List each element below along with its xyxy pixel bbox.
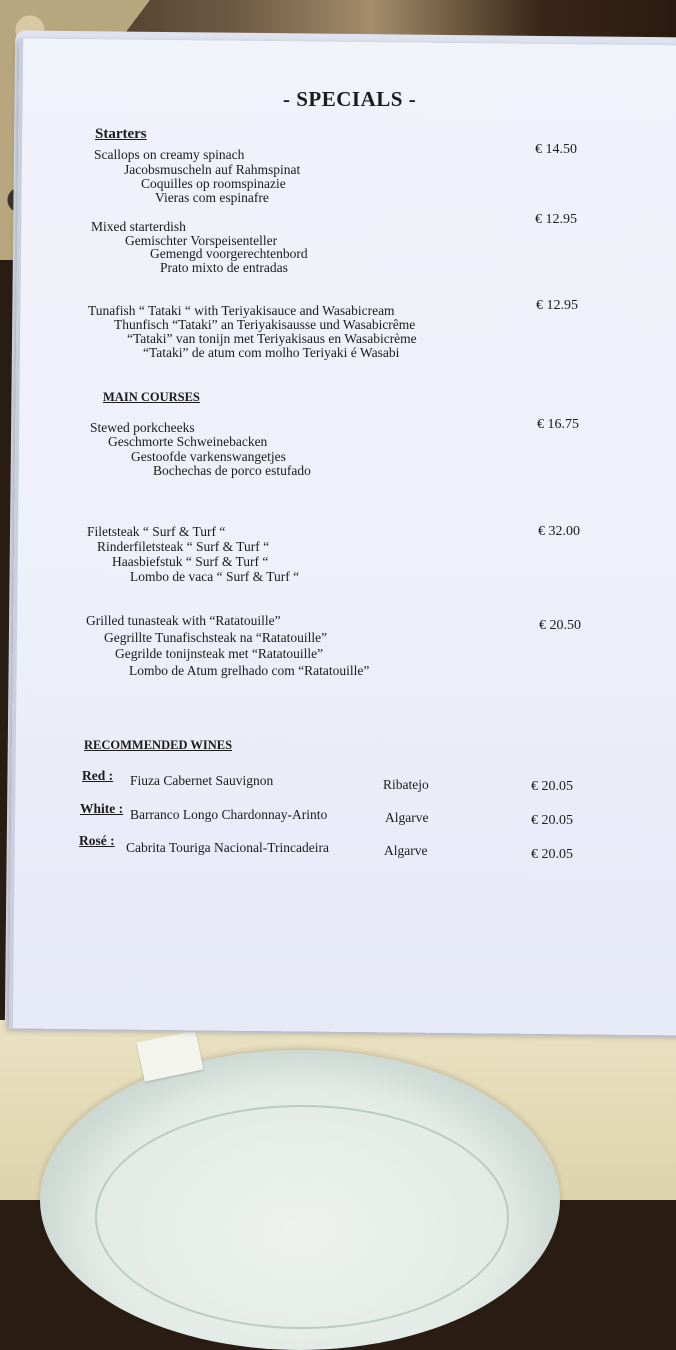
wine-type-label: White : xyxy=(80,801,124,816)
wine-region: Ribatejo xyxy=(383,777,429,792)
dish-line-de: Geschmorte Schweinebacken xyxy=(108,434,268,449)
wine-name: Cabrita Touriga Nacional-Trincadeira xyxy=(126,840,329,855)
dish-line-de: Rinderfiletsteak “ Surf & Turf “ xyxy=(97,539,270,554)
wine-name: Fiuza Cabernet Sauvignon xyxy=(130,773,274,788)
dish-price: € 32.00 xyxy=(538,524,580,539)
dish-line-en: Scallops on creamy spinach xyxy=(94,147,245,162)
dish-line-en: Mixed starterdish xyxy=(91,219,186,234)
wine-price: € 20.05 xyxy=(531,813,573,828)
dish-line-pt: “Tataki” de atum com molho Teriyaki é Wasabi xyxy=(143,345,400,360)
dish-line-en: Grilled tunasteak with “Ratatouille” xyxy=(86,613,281,628)
dish-line-nl: Haasbiefstuk “ Surf & Turf “ xyxy=(112,554,269,569)
dish-line-nl: Coquilles op roomspinazie xyxy=(141,176,286,191)
dish-line-pt: Lombo de vaca “ Surf & Turf “ xyxy=(130,569,300,584)
wine-region: Algarve xyxy=(384,843,428,858)
dish-line-de: Jacobsmuscheln auf Rahmspinat xyxy=(124,162,301,177)
dish-line-de: Thunfisch “Tataki” an Teriyakisausse und Wasabicrême xyxy=(114,317,416,332)
dish-line-nl: Gestoofde varkenswangetjes xyxy=(131,449,286,464)
dish-line-nl: “Tataki” van tonijn met Teriyakisaus en Wasabicrème xyxy=(127,331,417,346)
dish-line-pt: Prato mixto de entradas xyxy=(160,260,288,275)
dish-line-nl: Gegrilde tonijnsteak met “Ratatouille” xyxy=(115,646,324,661)
dish-line-nl: Gemengd voorgerechtenbord xyxy=(150,246,308,261)
dish-price: € 14.50 xyxy=(535,142,577,157)
starters-heading: Starters xyxy=(95,126,147,142)
dish-line-de: Gemischter Vorspeisenteller xyxy=(125,233,278,248)
dish-price: € 20.50 xyxy=(539,618,581,633)
wine-type-label: Rosé : xyxy=(79,833,115,848)
plate-rim xyxy=(95,1105,509,1329)
dish-line-de: Gegrillte Tunafischsteak na “Ratatouille” xyxy=(104,630,328,645)
dish-line-pt: Lombo de Atum grelhado com “Ratatouille” xyxy=(129,663,370,678)
main-courses-heading: MAIN COURSES xyxy=(103,390,200,404)
wines-heading: RECOMMENDED WINES xyxy=(84,738,233,752)
wine-region: Algarve xyxy=(385,810,429,825)
wine-name: Barranco Longo Chardonnay-Arinto xyxy=(130,807,328,822)
wine-type-label: Red : xyxy=(82,768,114,783)
wine-price: € 20.05 xyxy=(531,779,573,794)
dish-line-pt: Vieras com espinafre xyxy=(155,190,269,205)
dish-line-en: Filetsteak “ Surf & Turf “ xyxy=(87,524,226,539)
dish-line-pt: Bochechas de porco estufado xyxy=(153,463,311,478)
dish-price: € 16.75 xyxy=(537,417,579,432)
menu-title: - SPECIALS - xyxy=(283,87,417,111)
dish-line-en: Stewed porkcheeks xyxy=(90,420,195,435)
wine-price: € 20.05 xyxy=(531,847,573,862)
dish-line-en: Tunafish “ Tataki “ with Teriyakisauce and Wasabicream xyxy=(88,303,395,318)
dish-price: € 12.95 xyxy=(536,298,578,313)
dish-price: € 12.95 xyxy=(535,212,577,227)
